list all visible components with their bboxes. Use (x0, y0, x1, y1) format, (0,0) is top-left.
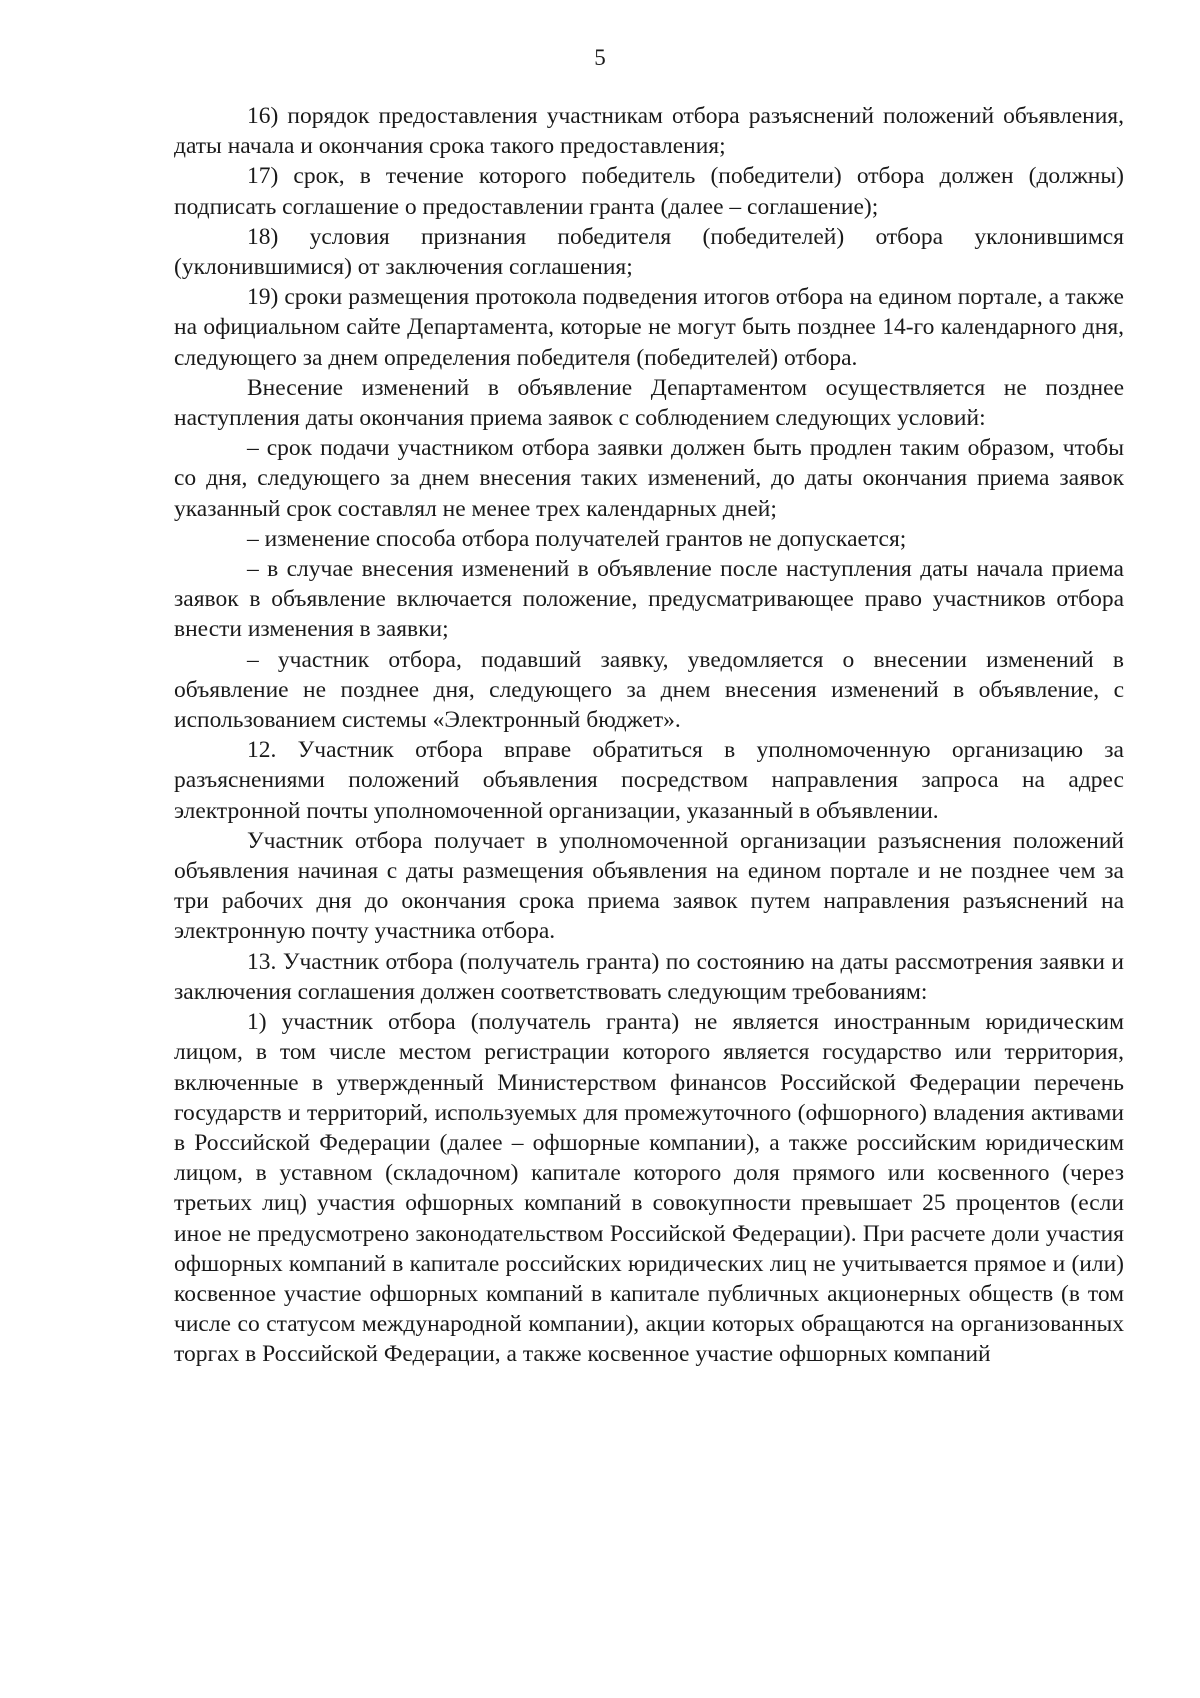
paragraph-condition-method: – изменение способа отбора получателей грантов не допускается; (247, 525, 907, 552)
paragraph-section-13: 13. Участник отбора (получатель гранта) по состоянию на даты рассмотрения заявки и заключения соглашения должен соответствовать следующим требованиям: (174, 948, 1124, 1005)
paragraph-item-16: 16) порядок предоставления участникам отбора разъяснений положений объявления, даты начала и окончания срока такого предоставления; (174, 103, 1124, 160)
paragraph-item-18: 18) условия признания победителя (победителей) отбора уклонившимся (уклонившимися) от заключения соглашения; (174, 223, 1124, 281)
paragraph-condition-deadline: – срок подачи участником отбора заявки должен быть продлен таким образом, чтобы со дня, следующего за днем внесения таких изменений, до даты окончания приема заявок указанный срок составлял не менее трех календарных дней; (174, 435, 1124, 522)
paragraph-amendments-intro: Внесение изменений в объявление Департаментом осуществляется не позднее наступления даты окончания приема заявок с соблюдением следующих условий: (174, 374, 1124, 432)
paragraph-clarifications: Участник отбора получает в уполномоченной организации разъяснения положений объявления начиная с даты размещения объявления на едином портале и не позднее чем за три рабочих дня до окончания срока приема заявок путем направления разъяснений на электронную почту участника отбора. (174, 827, 1124, 945)
paragraph-condition-notice: – участник отбора, подавший заявку, уведомляется о внесении изменений в объявление не позднее дня, следующего за днем внесения изменений в объявление, с использованием системы «Электронный бюджет». (174, 646, 1124, 734)
paragraph-item-17: 17) срок, в течение которого победитель (победители) отбора должен (должны) подписать соглашение о предоставлении гранта (далее – соглашение); (174, 163, 1124, 220)
paragraph-item-19: 19) сроки размещения протокола подведения итогов отбора на едином портале, а также на официальном сайте Департамента, которые не могут быть позднее 14-го календарного дня, следующего за днем определения победителя (победителей) отбора. (174, 284, 1124, 371)
paragraph-section-12: 12. Участник отбора вправе обратиться в уполномоченную организацию за разъяснениями положений объявления посредством направления запроса на адрес электронной почты уполномоченной организации, указанный в объявлении. (174, 737, 1124, 824)
page-number: 5 (594, 45, 606, 70)
document-body (174, 101, 1124, 1370)
paragraph-requirement-1: 1) участник отбора (получатель гранта) не является иностранным юридическим лицом, в том числе местом регистрации которого является государство или территория, включенные в утвержденный Министерством финансов Российской Федерации перечень государств и территорий, используемых для промежуточного (офшорного) владения активами в Российской Федерации (далее – офшорные компании), а также российским юридическим лицом, в уставном (складочном) капитале которого доля прямого или косвенного (через третьих лиц) участия офшорных компаний в совокупности превышает 25 процентов (если иное не предусмотрено законодательством Российской Федерации). При расчете доли участия офшорных компаний в капитале российских юридических лиц не учитывается прямое и (или) косвенное участие офшорных компаний в капитале публичных акционерных обществ (в том числе со статусом международной компании), акции которых обращаются на организованных торгах в Российской Федерации, а также косвенное участие офшорных компаний (174, 1009, 1124, 1368)
paragraph-condition-changes: – в случае внесения изменений в объявление после наступления даты начала приема заявок в объявление включается положение, предусматривающее право участников отбора внести изменения в заявки; (174, 556, 1124, 643)
